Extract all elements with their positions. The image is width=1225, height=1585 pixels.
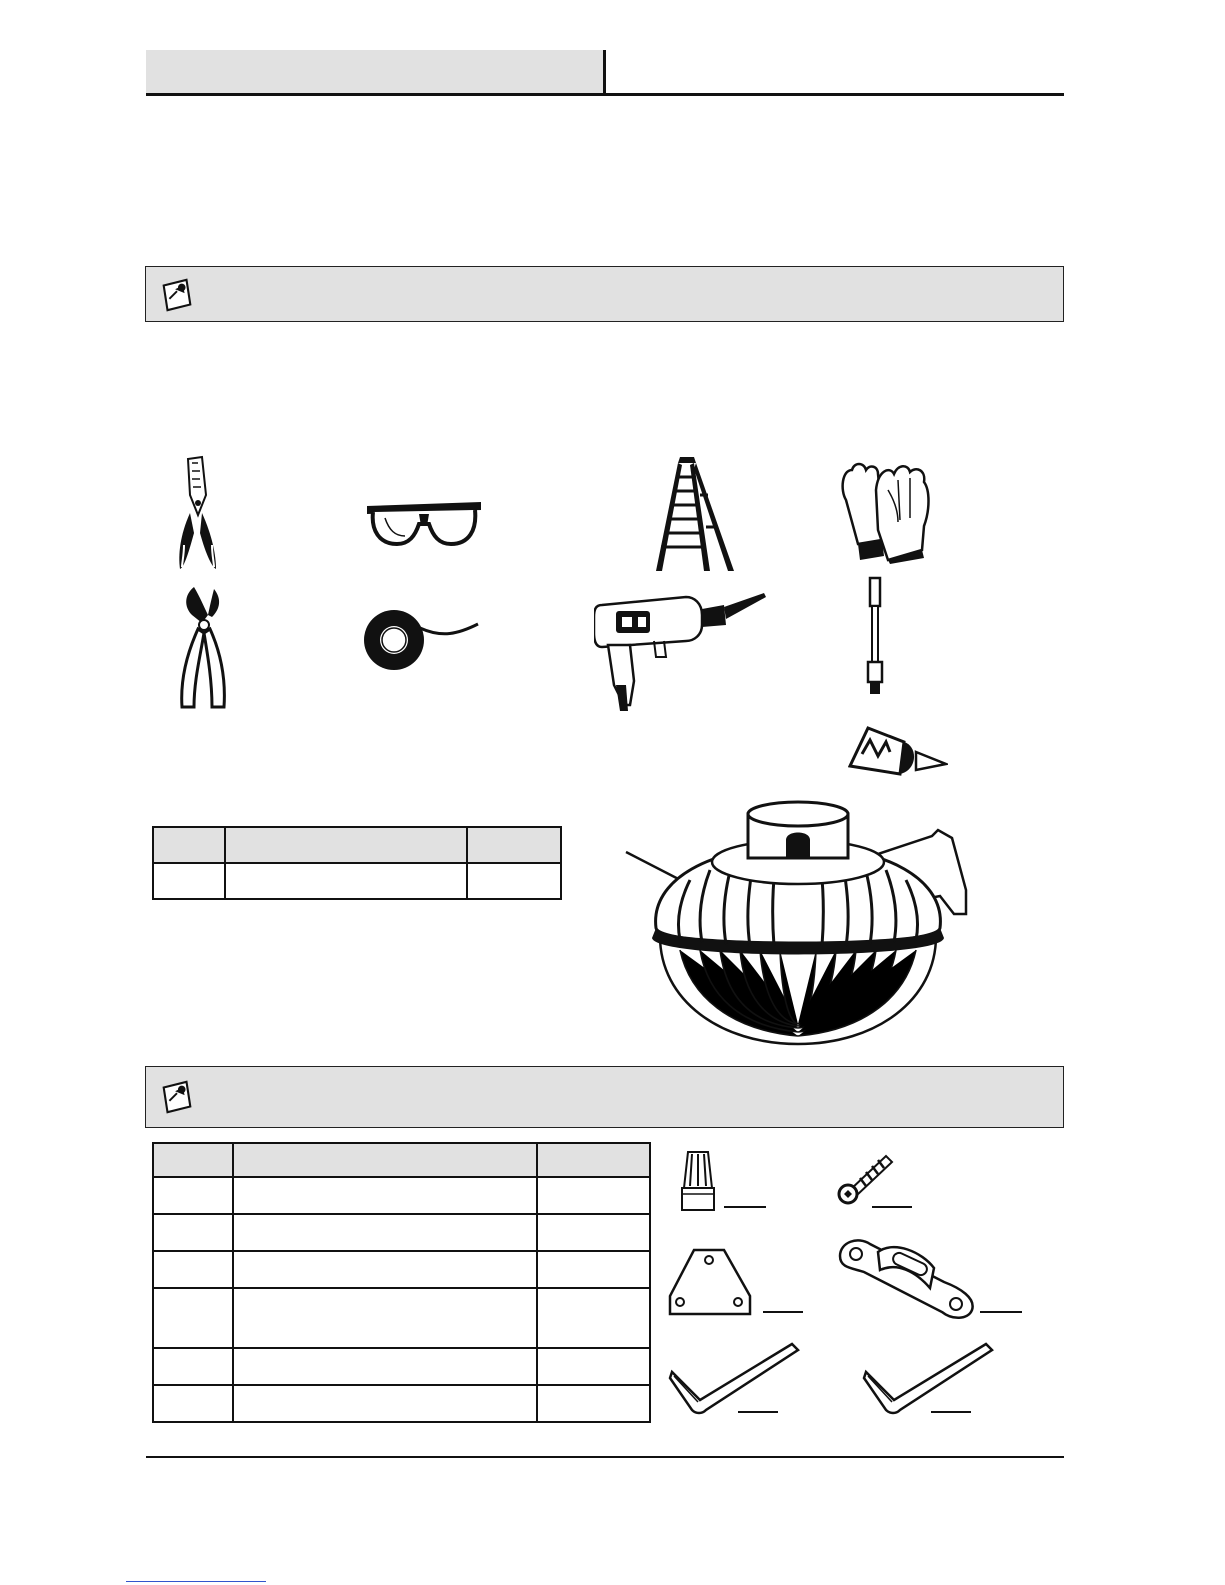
- hardware-cell: [233, 1288, 537, 1348]
- hardware-cell: [537, 1251, 650, 1288]
- hardware-col-part: [153, 1143, 233, 1177]
- power-drill-icon: [594, 585, 766, 715]
- table-row: [153, 863, 561, 899]
- package-col-part: [153, 827, 225, 863]
- part-label-underline: [738, 1411, 778, 1413]
- header-section-bar: [146, 50, 604, 93]
- header-rule: [146, 93, 1064, 96]
- header-divider: [603, 50, 606, 96]
- package-cell: [467, 863, 561, 899]
- pliers-icon: [174, 585, 238, 711]
- package-contents-table: [152, 826, 562, 900]
- footer-rule: [146, 1456, 1064, 1458]
- package-cell: [153, 863, 225, 899]
- safety-glasses-icon: [365, 496, 483, 550]
- hardware-cell: [537, 1385, 650, 1422]
- anchor-screw-icon: [836, 1150, 896, 1206]
- wire-connector-icon: [678, 1148, 718, 1212]
- strap-bracket-icon: [834, 1232, 980, 1322]
- table-row: [153, 1288, 650, 1348]
- hardware-cell: [233, 1348, 537, 1385]
- hardware-cell: [153, 1214, 233, 1251]
- part-label-underline: [980, 1311, 1022, 1313]
- hex-key-icon: [860, 1340, 996, 1420]
- light-fixture-icon: [620, 800, 976, 1046]
- part-label-underline: [724, 1206, 766, 1208]
- hardware-cell: [233, 1177, 537, 1214]
- wire-crimper-icon: [170, 455, 230, 573]
- hardware-note-bar: [145, 1066, 1064, 1128]
- note-pin-icon: [158, 1078, 196, 1116]
- hex-key-icon: [666, 1340, 802, 1420]
- hex-bit-icon: [862, 576, 888, 702]
- part-label-underline: [872, 1206, 912, 1208]
- hardware-cell: [153, 1288, 233, 1348]
- hardware-contents-table: [152, 1142, 651, 1423]
- hardware-cell: [153, 1251, 233, 1288]
- table-row: [153, 1177, 650, 1214]
- footer-link-underline: [126, 1581, 266, 1582]
- hardware-cell: [537, 1214, 650, 1251]
- table-row: [153, 1214, 650, 1251]
- hardware-cell: [233, 1385, 537, 1422]
- part-label-underline: [763, 1311, 803, 1313]
- mounting-plate-icon: [666, 1246, 754, 1318]
- hardware-cell: [537, 1177, 650, 1214]
- table-row: [153, 1348, 650, 1385]
- work-gloves-icon: [838, 460, 934, 564]
- hardware-cell: [153, 1348, 233, 1385]
- package-cell: [225, 863, 467, 899]
- hardware-cell: [537, 1348, 650, 1385]
- note-pin-icon: [158, 276, 196, 314]
- step-ladder-icon: [650, 455, 740, 575]
- hardware-cell: [537, 1288, 650, 1348]
- hardware-cell: [233, 1251, 537, 1288]
- package-col-quantity: [467, 827, 561, 863]
- electrical-tape-icon: [362, 608, 482, 672]
- tools-note-bar: [145, 266, 1064, 322]
- hardware-col-description: [233, 1143, 537, 1177]
- table-row: [153, 1385, 650, 1422]
- hardware-col-quantity: [537, 1143, 650, 1177]
- part-label-underline: [931, 1411, 971, 1413]
- table-row: [153, 1251, 650, 1288]
- package-col-description: [225, 827, 467, 863]
- plumb-bob-icon: [848, 724, 948, 780]
- hardware-cell: [233, 1214, 537, 1251]
- hardware-cell: [153, 1177, 233, 1214]
- hardware-cell: [153, 1385, 233, 1422]
